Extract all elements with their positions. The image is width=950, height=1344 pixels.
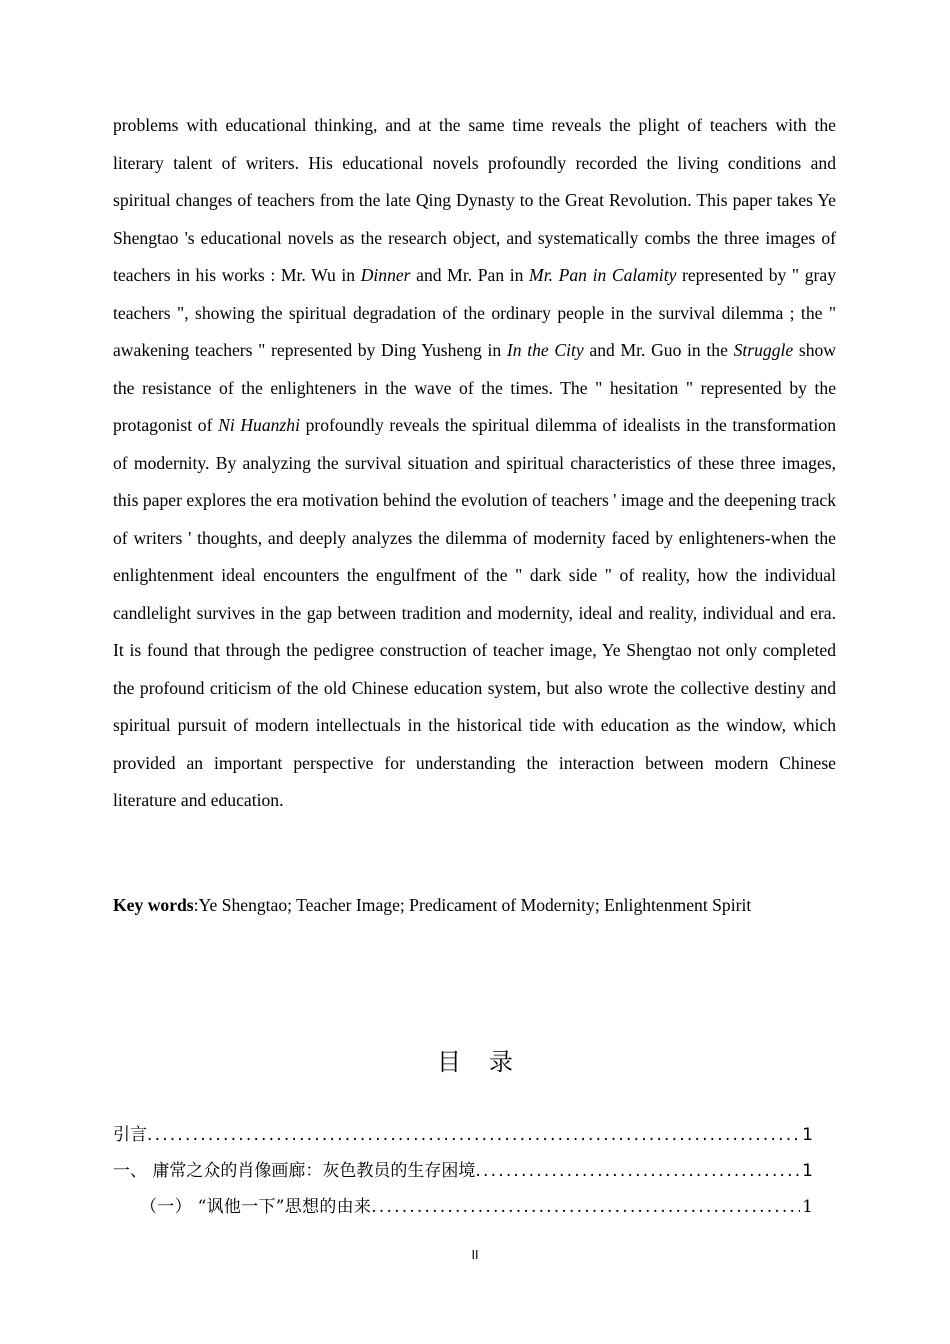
work-title-in-the-city: In the City [506, 340, 584, 360]
work-title-dinner: Dinner [360, 265, 411, 285]
toc-entry-introduction[interactable] [113, 1122, 813, 1148]
page-number: II [471, 1248, 479, 1262]
work-title-mr-pan-in-calamity: Mr. Pan in Calamity [529, 265, 677, 285]
toc-entry-section-1-1[interactable] [140, 1194, 813, 1220]
abstract-paragraph [113, 107, 836, 820]
toc-leader-dots [371, 1194, 800, 1220]
keywords-list: :Ye Shengtao; Teacher Image; Predicament of Modernity; Enlightenment Spirit [193, 895, 752, 915]
keywords-line [113, 890, 853, 920]
abstract-text-3: represented by " gray teachers ", showing the spiritual degradation of the ordinary people in the survival dilemma ; the " awakening teachers " represented by Ding Yusheng in [113, 265, 836, 360]
toc-entry-label: 一、 庸常之众的肖像画廊：灰色教员的生存困境 [113, 1161, 476, 1181]
toc-entry-page: 1 [802, 1125, 813, 1145]
abstract-text-6: profoundly reveals the spiritual dilemma of idealists in the transformation of modernity. By analyzing the survival situation and spiritual characteristics of these three images, this paper explores the era motivation behind the evolution of teachers ' image and the deepening track of writers ' thoughts, and deeply analyzes the dilemma of modernity faced by enlighteners-when the enlightenment ideal encounters the engulfment of the " dark side " of reality, how the individual candlelight survives in the gap between tradition and modernity, ideal and reality, individual and era. It is found that through the pedigree construction of teacher image, Ye Shengtao not only completed the profound criticism of the old Chinese education system, but also wrote the collective destiny and spiritual pursuit of modern intellectuals in the historical tide with education as the window, which provided an important perspective for understanding the interaction between modern Chinese literature and education. [113, 415, 837, 810]
toc-entry-page: 1 [802, 1197, 813, 1217]
abstract-text-2: and Mr. Pan in [410, 265, 530, 285]
toc-entry-label: 引言 [113, 1125, 147, 1145]
keywords-label: Key words [113, 895, 194, 915]
toc-leader-dots [147, 1122, 800, 1148]
work-title-ni-huanzhi: Ni Huanzhi [218, 415, 300, 435]
abstract-text-4: and Mr. Guo in the [583, 340, 734, 360]
work-title-struggle: Struggle [733, 340, 794, 360]
toc-heading: 目录 [437, 1048, 541, 1076]
abstract-text-5: show the resistance of the enlighteners in the wave of the times. The " hesitation " represented by the protagonist of [113, 340, 837, 435]
abstract-text-1: problems with educational thinking, and at the same time reveals the plight of teachers with the literary talent of writers. His educational novels profoundly recorded the living conditions and spiritual changes of teachers from the late Qing Dynasty to the Great Revolution. This paper takes Ye Shengtao 's educational novels as the research object, and systematically combs the three images of teachers in his works : Mr. Wu in [113, 115, 836, 285]
toc-entry-label: （一） “讽他一下”思想的由来 [140, 1197, 372, 1217]
toc-entry-chapter-1[interactable] [113, 1158, 813, 1184]
toc-leader-dots [475, 1158, 800, 1184]
toc-entry-page: 1 [802, 1161, 813, 1181]
